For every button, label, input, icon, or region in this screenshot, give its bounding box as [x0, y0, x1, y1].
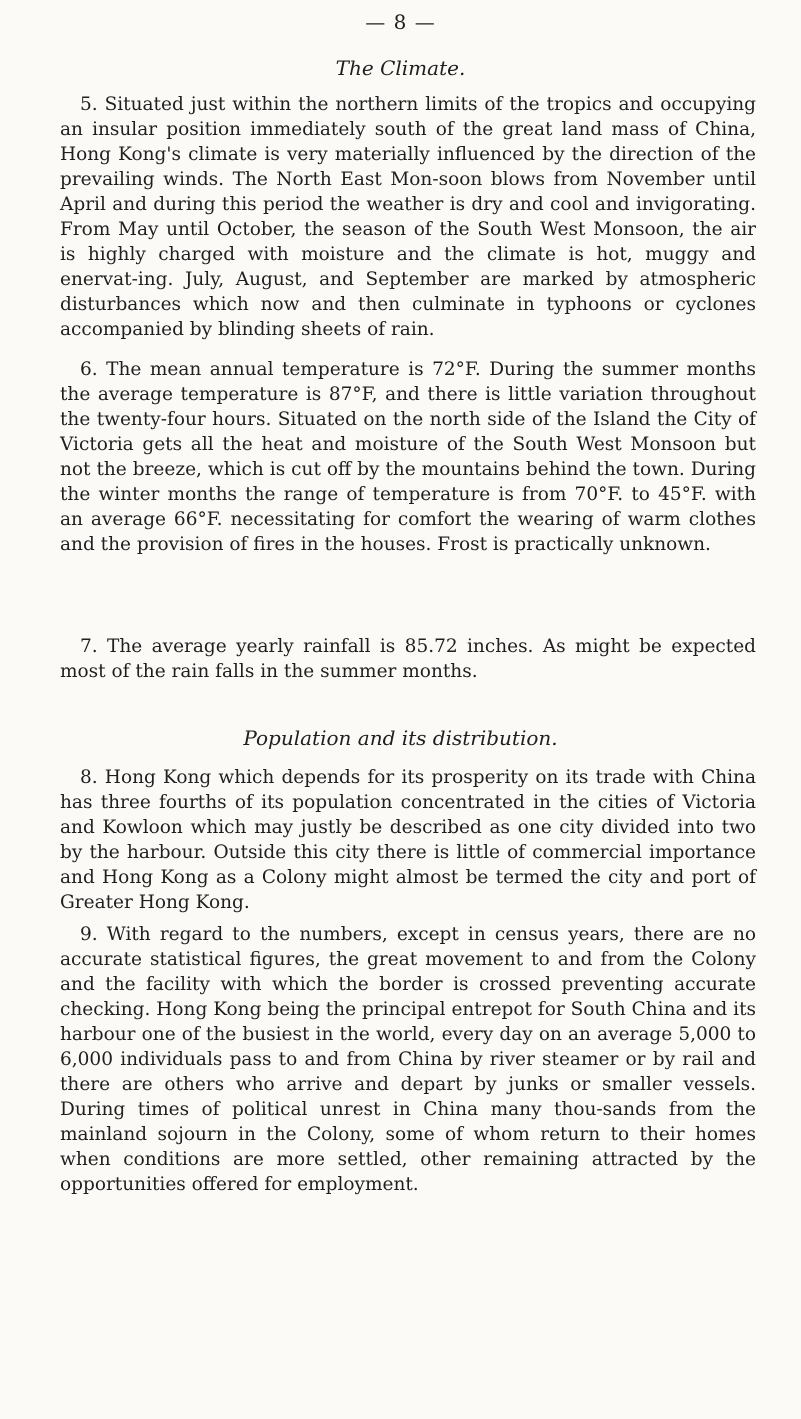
- section-heading-population: Population and its distribution.: [243, 726, 558, 750]
- page-number: — 8 —: [365, 10, 436, 34]
- paragraph-5: 5. Situated just within the northern limits of the tropics and occupying an insular position immediately south of the great land mass of China, Hong Kong's climate is very materially influenced by the direction of the prevailing winds. The North East Mon-soon blows from November until April and during this period the weather is dry and cool and invigorating. From May until October, the season of the South West Monsoon, the air is highly charged with moisture and the climate is hot, muggy and enervat-ing. July, August, and September are marked by atmospheric disturbances which now and then culminate in typhoons or cyclones accompanied by blinding sheets of rain.: [60, 94, 756, 340]
- paragraph-9: 9. With regard to the numbers, except in census years, there are no accurate statistical figures, the great movement to and from the Colony and the facility with which the border is crossed preventing accurate checking. Hong Kong being the principal entrepot for South China and its harbour one of the busiest in the world, every day on an average 5,000 to 6,000 individuals pass to and from China by river steamer or by rail and there are others who arrive and depart by junks or smaller vessels. During times of political unrest in China many thou-sands from the mainland sojourn in the Colony, some of whom return to their homes when conditions are more settled, other remaining attracted by the opportunities offered for employment.: [60, 924, 756, 1195]
- paragraph-6: 6. The mean annual temperature is 72°F. During the summer months the average temperature is 87°F, and there is little variation throughout the twenty-four hours. Situated on the north side of the Island the City of Victoria gets all the heat and moisture of the South West Monsoon but not the breeze, which is cut off by the mountains behind the town. During the winter months the range of temperature is from 70°F. to 45°F. with an average 66°F. necessitating for comfort the wearing of warm clothes and the provision of fires in the houses. Frost is practically unknown.: [60, 359, 756, 555]
- paragraph-8: 8. Hong Kong which depends for its prosperity on its trade with China has three fourths of its population concentrated in the cities of Victoria and Kowloon which may justly be described as one city divided into two by the harbour. Outside this city there is little of commercial importance and Hong Kong as a Colony might almost be termed the city and port of Greater Hong Kong.: [60, 767, 756, 913]
- section-heading-climate: The Climate.: [335, 56, 466, 80]
- paragraph-7: 7. The average yearly rainfall is 85.72 inches. As might be expected most of the rain falls in the summer months.: [60, 636, 756, 682]
